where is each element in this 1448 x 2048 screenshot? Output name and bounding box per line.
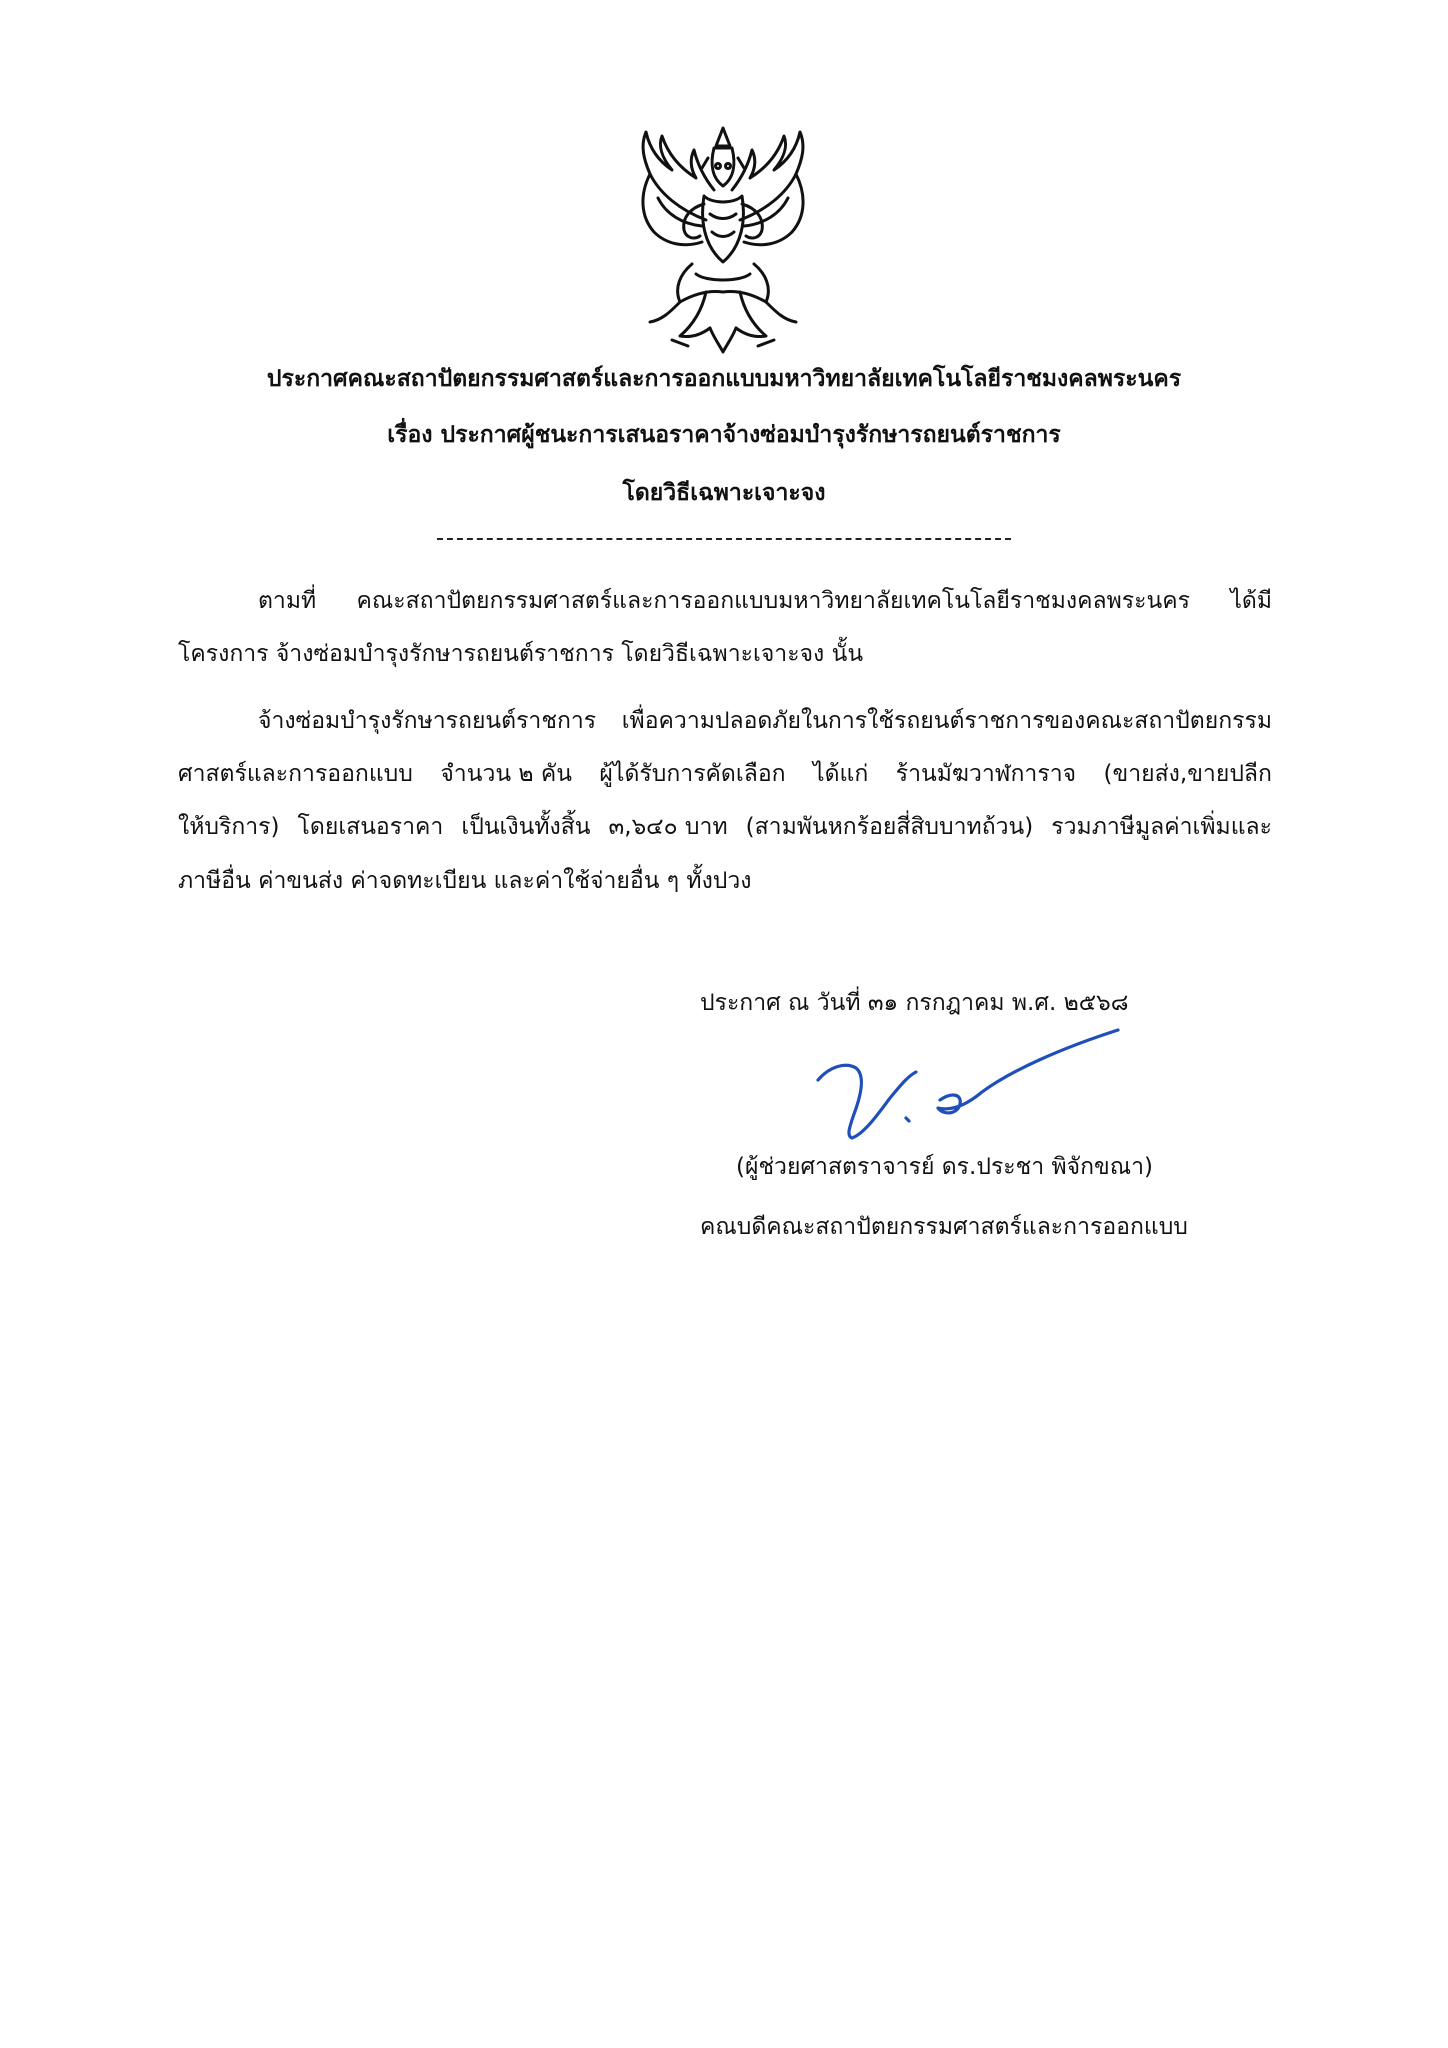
price-amount: ๓,๖๔๐ บาท: [608, 814, 728, 840]
price-in-words: (สามพันหกร้อยสี่สิบบาทถ้วน): [745, 814, 1034, 840]
text-segment: ได้มี: [1230, 588, 1272, 614]
dashed-separator: [437, 538, 1011, 540]
announcement-issuer-heading: ประกาศคณะสถาปัตยกรรมศาสตร์และการออกแบบมหาวิทยาลัยเทคโนโลยีราชมงคลพระนคร: [266, 366, 1182, 392]
text-segment: โดยเสนอราคา: [297, 814, 444, 840]
text-segment: เพื่อความปลอดภัยในการใช้รถยนต์ราชการของคณะสถาปัตยกรรม: [621, 708, 1272, 734]
procurement-method-heading: โดยวิธีเฉพาะเจาะจง: [622, 480, 826, 506]
text-segment: ให้บริการ): [178, 814, 280, 840]
signer-position: คณบดีคณะสถาปัตยกรรมศาสตร์และการออกแบบ: [700, 1214, 1188, 1240]
text-segment: ร้านมัฆวาฬการาจ: [895, 761, 1077, 787]
handwritten-signature: [812, 1022, 1124, 1148]
text-segment: เป็นเงินทั้งสิ้น: [461, 814, 591, 840]
paragraph-1-line-2: โครงการ จ้างซ่อมบำรุงรักษารถยนต์ราชการ โดยวิธีเฉพาะเจาะจง นั้น: [178, 641, 864, 667]
text-segment: ศาสตร์และการออกแบบ: [178, 761, 413, 787]
paragraph-2-line-4: ภาษีอื่น ค่าขนส่ง ค่าจดทะเบียน และค่าใช้จ่ายอื่น ๆ ทั้งปวง: [178, 868, 752, 894]
text-segment: จำนวน ๒ คัน: [440, 761, 572, 787]
text-segment: ตามที่: [258, 588, 317, 614]
paragraph-1-line-1: [258, 586, 1272, 616]
paragraph-2-line-1: [258, 706, 1272, 736]
paragraph-2-line-3: [178, 812, 1272, 842]
garuda-emblem-icon: [610, 124, 836, 356]
text-segment: ได้แก่: [813, 761, 869, 787]
announcement-date: ประกาศ ณ วันที่ ๓๑ กรกฎาคม พ.ศ. ๒๕๖๘: [700, 990, 1129, 1016]
text-segment: (ขายส่ง,ขายปลีก: [1103, 761, 1272, 787]
announcement-subject-heading: เรื่อง ประกาศผู้ชนะการเสนอราคาจ้างซ่อมบำรุงรักษารถยนต์ราชการ: [387, 422, 1061, 448]
text-segment: จ้างซ่อมบำรุงรักษารถยนต์ราชการ: [258, 708, 597, 734]
text-segment: คณะสถาปัตยกรรมศาสตร์และการออกแบบมหาวิทยาลัยเทคโนโลยีราชมงคลพระนคร: [356, 588, 1190, 614]
paragraph-2-line-2: [178, 759, 1272, 789]
signer-name: (ผู้ช่วยศาสตราจารย์ ดร.ประชา พิจักขณา): [736, 1154, 1153, 1180]
text-segment: รวมภาษีมูลค่าเพิ่มและ: [1051, 814, 1272, 840]
text-segment: ผู้ได้รับการคัดเลือก: [599, 761, 786, 787]
